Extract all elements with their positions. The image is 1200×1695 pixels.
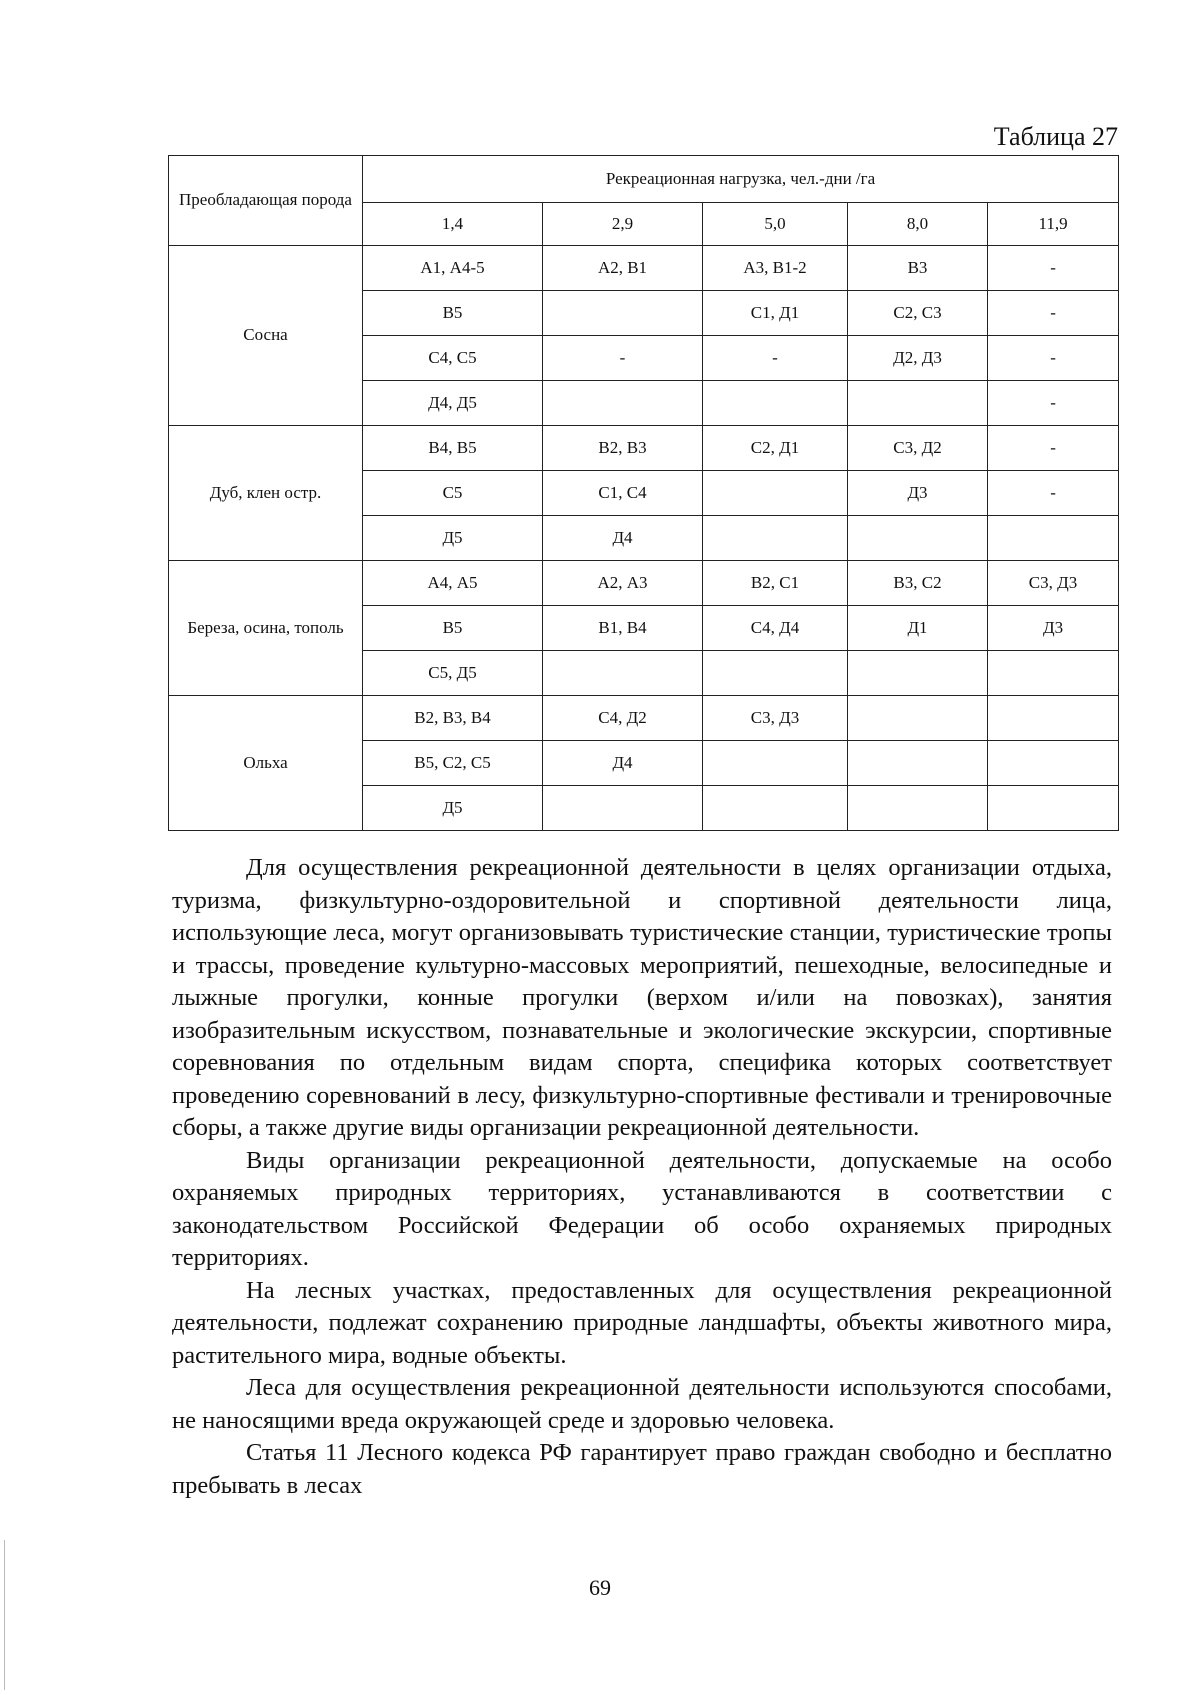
table-cell [988,651,1119,696]
table-cell: С2, Д1 [703,426,848,471]
page-number: 69 [589,1575,611,1600]
table-cell [703,651,848,696]
table-cell: А2, А3 [543,561,703,606]
table-cell: - [988,246,1119,291]
load-value-header: 8,0 [848,203,988,246]
load-header: Рекреационная нагрузка, чел.-дни /га [363,156,1119,203]
table-cell: Д4 [543,516,703,561]
load-value-header: 5,0 [703,203,848,246]
table-cell: С2, С3 [848,291,988,336]
table-cell [848,651,988,696]
table-cell [988,696,1119,741]
table-row [169,426,1119,471]
table-cell [848,741,988,786]
table-cell [988,741,1119,786]
table-cell: - [988,291,1119,336]
table-cell: Д1 [848,606,988,651]
table-cell: В3 [848,246,988,291]
paragraph: Для осуществления рекреационной деятельности в целях организации отдыха, туризма, физкультурно-оздоровительной и спортивной деятельности лица, использующие леса, могут организовывать туристические станции, туристические тропы и трассы, проведение культурно-массовых мероприятий, пешеходные, велосипедные и лыжные прогулки, конные прогулки (верхом и/или на повозках), занятия изобразительным искусством, познавательные и экологические экскурсии, спортивные соревнования по отдельным видам спорта, специфика которых соответствует проведению соревнований в лесу, физкультурно-спортивные фестивали и тренировочные сборы, а также другие виды организации рекреационной деятельности. [172,854,1112,1141]
load-value-header: 2,9 [543,203,703,246]
table-cell [848,786,988,831]
table-cell [848,381,988,426]
table-cell: В2, В3, В4 [363,696,543,741]
table-cell: Д4, Д5 [363,381,543,426]
table-cell: - [988,381,1119,426]
table-cell: - [703,336,848,381]
table-cell: В1, В4 [543,606,703,651]
table-row [169,246,1119,291]
load-value-header: 1,4 [363,203,543,246]
table-cell: В4, В5 [363,426,543,471]
table-cell: Д3 [848,471,988,516]
table-cell [703,381,848,426]
table-cell: А3, В1-2 [703,246,848,291]
scan-margin-line [4,1540,5,1690]
table-cell: С1, Д1 [703,291,848,336]
table-cell [848,516,988,561]
paragraph: Виды организации рекреационной деятельности, допускаемые на особо охраняемых природных территориях, устанавливаются в соответствии с законодательством Российской Федерации об особо охраняемых природных территориях. [172,1146,1112,1271]
table-cell: Д3 [988,606,1119,651]
table-cell: А2, В1 [543,246,703,291]
table-cell [543,786,703,831]
table-cell: Д5 [363,786,543,831]
table-cell: С3, Д3 [988,561,1119,606]
species-cell: Ольха [169,696,363,831]
table-cell [543,291,703,336]
species-header: Преобладающая порода [169,156,363,246]
table-cell [988,786,1119,831]
table-cell: - [988,471,1119,516]
table-cell: В5 [363,606,543,651]
table-cell: С1, С4 [543,471,703,516]
species-cell: Дуб, клен остр. [169,426,363,561]
table-row [169,561,1119,606]
table-row [169,696,1119,741]
table-cell: С3, Д3 [703,696,848,741]
table-cell: А1, А4-5 [363,246,543,291]
table-cell: В5, С2, С5 [363,741,543,786]
table-cell: С4, Д2 [543,696,703,741]
table-cell: В3, С2 [848,561,988,606]
table-cell: С3, Д2 [848,426,988,471]
table-cell: Д5 [363,516,543,561]
species-cell: Сосна [169,246,363,426]
table-caption: Таблица 27 [993,122,1118,151]
table-cell [543,651,703,696]
table-cell: А4, А5 [363,561,543,606]
table-cell [703,741,848,786]
table-cell: С4, С5 [363,336,543,381]
table-cell: В2, С1 [703,561,848,606]
table-cell [543,381,703,426]
table-cell [703,471,848,516]
table-cell [848,696,988,741]
table-cell [703,786,848,831]
table-cell: В5 [363,291,543,336]
table-cell: С5, Д5 [363,651,543,696]
species-cell: Береза, осина, тополь [169,561,363,696]
paragraph: Леса для осуществления рекреационной деятельности используются способами, не наносящими вреда окружающей среде и здоровью человека. [172,1374,1112,1434]
table-cell [703,516,848,561]
table-cell: Д4 [543,741,703,786]
table-cell: С4, Д4 [703,606,848,651]
table-cell [988,516,1119,561]
table-cell: С5 [363,471,543,516]
table-cell: - [988,426,1119,471]
table-cell: - [543,336,703,381]
body-text [172,852,1112,1502]
paragraph: Статья 11 Лесного кодекса РФ гарантирует право граждан свободно и бесплатно пребывать в лесах [172,1439,1112,1499]
table-cell: - [988,336,1119,381]
table-cell: Д2, Д3 [848,336,988,381]
load-value-header: 11,9 [988,203,1119,246]
table-cell: В2, В3 [543,426,703,471]
paragraph: На лесных участках, предоставленных для осуществления рекреационной деятельности, подлежат сохранению природные ландшафты, объекты животного мира, растительного мира, водные объекты. [172,1276,1112,1369]
recreation-load-table [168,155,1119,831]
